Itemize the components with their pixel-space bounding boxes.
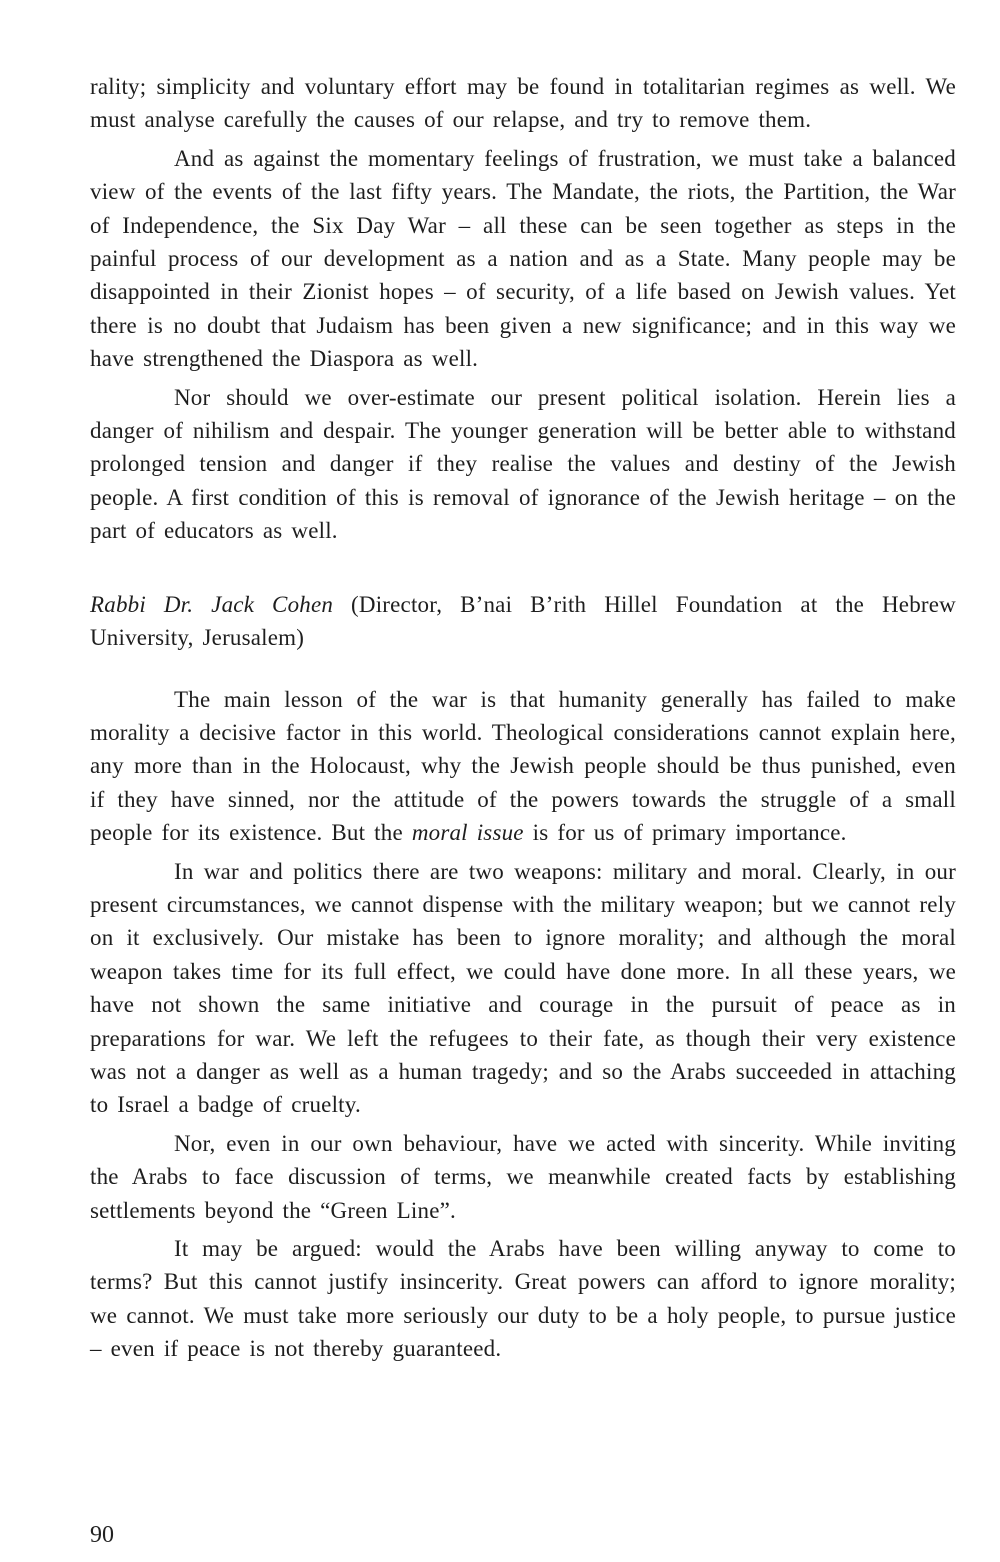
paragraph-political-isolation: Nor should we over-estimate our present political isolation. Herein lies a danger of nihilism and despair. The younger generation will be better able to withstand prolonged tension and danger if they realise the values and destiny of the Jewish people. A first condition of this is removal of ignorance of the Jewish heritage – on the part of educators as well. — [90, 384, 956, 544]
paragraph-sincerity: Nor, even in our own behaviour, have we acted with sincerity. While inviting the Arabs to face discussion of terms, we meanwhile created facts by establishing settlements beyond the “Green Line”. — [90, 1130, 956, 1223]
speaker-affiliation: (Director, B’nai B’rith Hillel Foundation at the Hebrew University, Jerusalem) — [90, 591, 956, 651]
page-number: 90 — [90, 1522, 114, 1548]
speaker-name: Rabbi Dr. Jack Cohen — [90, 591, 334, 617]
page-body — [90, 70, 956, 1366]
paragraph-balanced-view: And as against the momentary feelings of frustration, we must take a balanced view of the events of the last fifty years. The Mandate, the riots, the Partition, the War of Independence, the Six Day War – all these can be seen together as steps in the painful process of our development as a nation and as a State. Many people may be disappointed in their Zionist hopes – of security, of a life based on Jewish values. Yet there is no doubt that Judaism has been given a new significance; and in this way we have strengthened the Diaspora as well. — [90, 145, 956, 372]
speaker-heading — [90, 588, 956, 655]
paragraph-argument: It may be argued: would the Arabs have been willing anyway to come to terms? But this cannot justify insincerity. Great powers can afford to ignore morality; we cannot. We must take more seriously our duty to be a holy people, to pursue justice – even if peace is not thereby guaranteed. — [90, 1236, 956, 1362]
moral-issue-emphasis: moral issue — [411, 820, 524, 846]
paragraph-continuation: rality; simplicity and voluntary effort may be found in totalitarian regimes as well. We must analyse carefully the causes of our relapse, and try to remove them. — [90, 74, 956, 133]
main-lesson-text: The main lesson of the war is that humanity generally has failed to make morality a decisive factor in this world. Theological considerations cannot explain here, any more than in the Holocaust, why the Jewish people should be thus punished, even if they have sinned, nor the attitude of the powers towards the struggle of a small people for its existence. But the — [90, 686, 956, 846]
paragraph-two-weapons: In war and politics there are two weapons: military and moral. Clearly, in our present circumstances, we cannot dispense with the military weapon; but we cannot rely on it exclusively. Our mistake has been to ignore morality; and although the moral weapon takes time for its full effect, we could have done more. In all these years, we have not shown the same initiative and courage in the pursuit of peace as in preparations for war. We left the refugees to their fate, as though their very existence was not a danger as well as a human tragedy; and so the Arabs succeeded in attaching to Israel a badge of cruelty. — [90, 858, 956, 1118]
main-lesson-tail: is for us of primary importance. — [532, 820, 847, 846]
paragraph-main-lesson — [90, 683, 956, 850]
